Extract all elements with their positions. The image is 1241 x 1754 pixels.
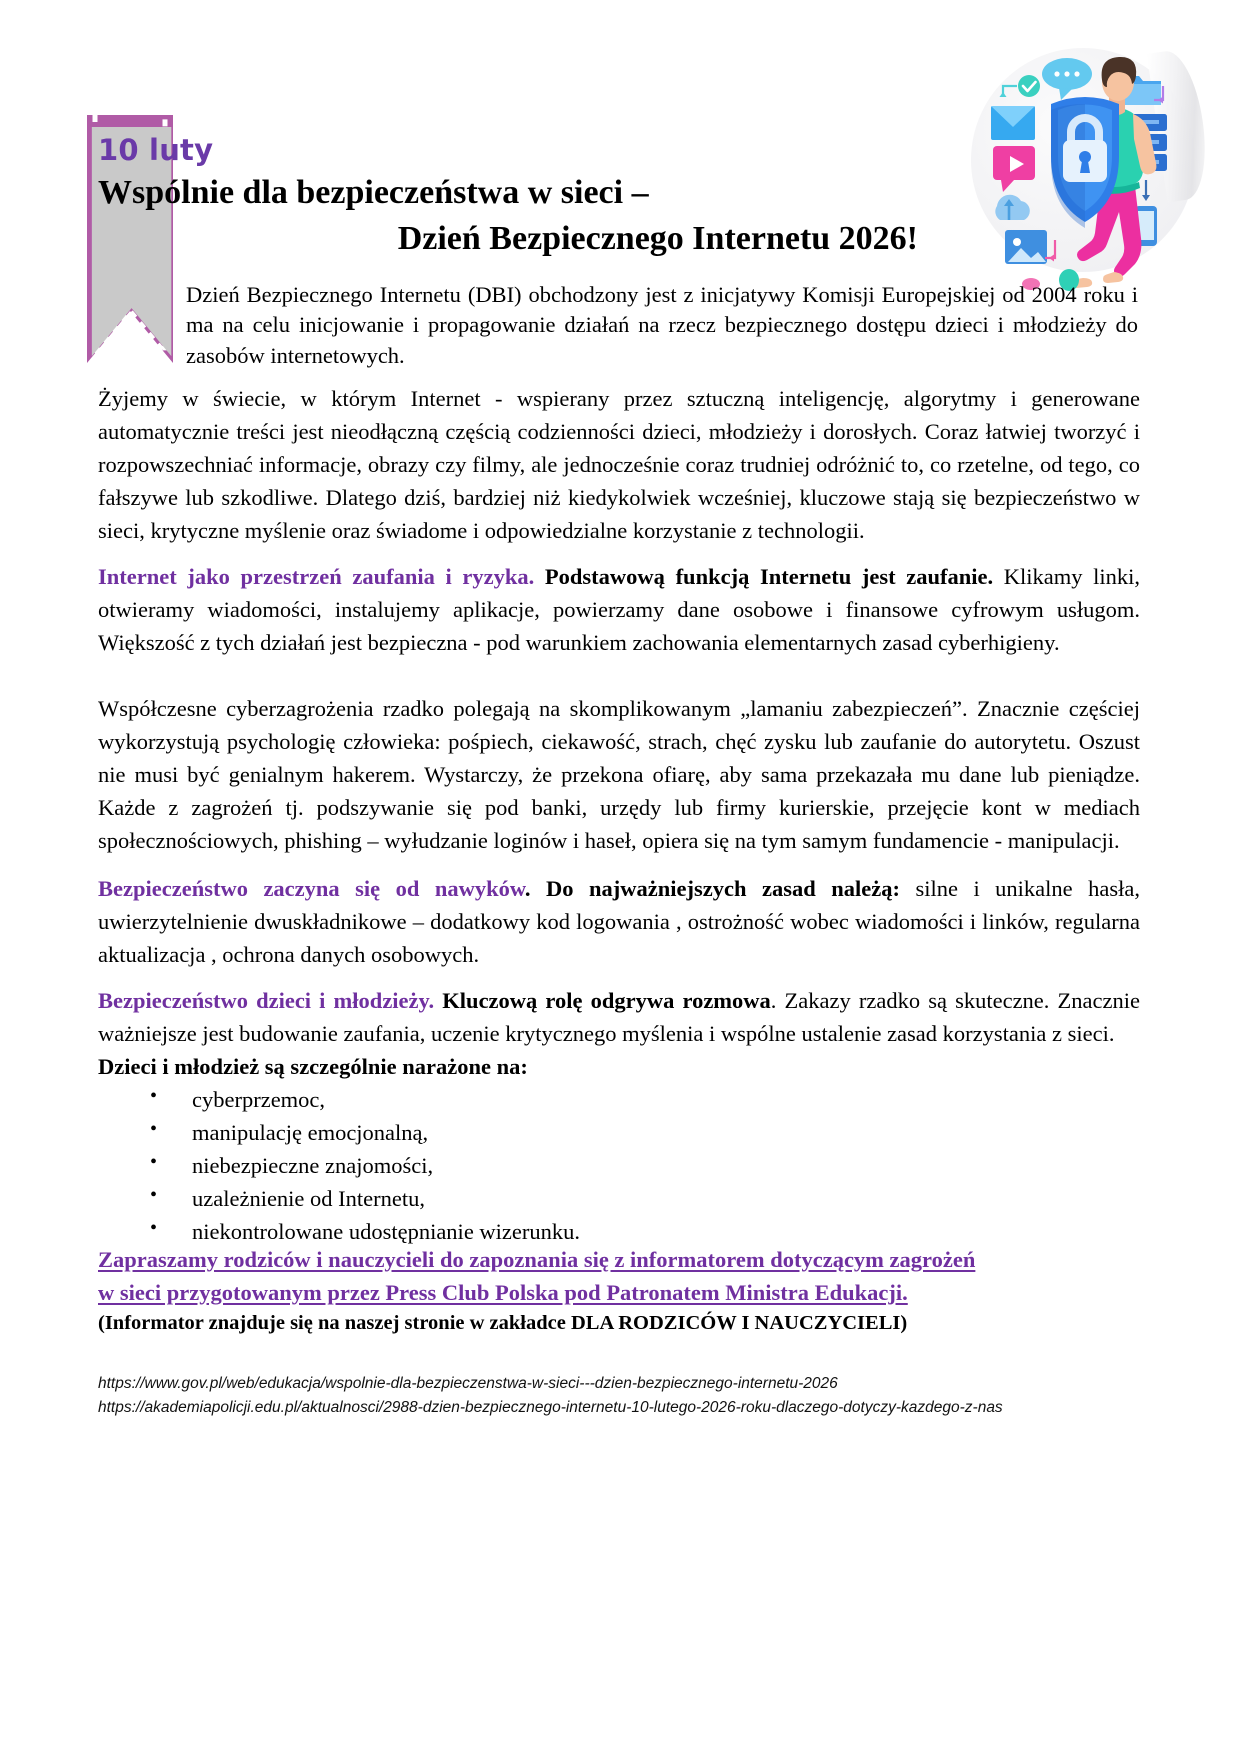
section-habits	[98, 872, 1140, 971]
cloud-upload-icon	[995, 195, 1029, 220]
page-title-line-1: Wspólnie dla bezpieczeństwa w sieci –	[98, 174, 649, 211]
cta-line-2[interactable]: w sieci przygotowanym przez Press Club Polska pod Patronatem Ministra Edukacji.	[98, 1280, 908, 1305]
source-url-2[interactable]: https://akademiapolicji.edu.pl/aktualnosci/2988-dzien-bezpiecznego-internetu-10-lutego-2026-roku-dlaczego-dotyczy-kazdego-z-nas	[98, 1399, 1003, 1416]
list-item: • manipulację emocjonalną,	[150, 1116, 1140, 1149]
paragraph-ai-world: Żyjemy w świecie, w którym Internet - wspierany przez sztuczną inteligencję, algorytmy i generowane automatycznie treści jest nieodłączną częścią codzienności dzieci, młodzieży i dorosłych. Coraz łatwiej tworzyć i rozpowszechniać informacje, obrazy czy filmy, ale jednocześnie coraz trudniej odróżnić to, co rzetelne, od tego, co fałszywe lub szkodliwe. Dlatego dziś, bardziej niż kiedykolwiek wcześniej, kluczowe stają się bezpieczeństwo w sieci, krytyczne myślenie oraz świadome i odpowiedzialne korzystanie z technologii.	[98, 386, 1140, 544]
list-item: • niekontrolowane udostępnianie wizerunku.	[150, 1215, 1140, 1248]
list-item: • cyberprzemoc,	[150, 1083, 1140, 1116]
paragraph-threats: Współczesne cyberzagrożenia rzadko polegają na skomplikowanym „lamaniu zabezpieczeń”. Znacznie częściej wykorzystują psychologię człowieka: pośpiech, ciekawość, strach, chęć zysku lub zaufanie do autorytetu. Oszust nie musi być genialnym hakerem. Wystarczy, że przekona ofiarę, aby sama przekazała mu dane lub pieniądze. Każde z zagrożeń tj. podszywanie się pod banki, urzędy lub firmy kurierskie, przejęcie kont w mediach społecznościowych, phishing – wyłudzanie loginów i haseł, opiera się na tym samym fundamencie - manipulacji.	[98, 696, 1140, 854]
section-trust	[98, 560, 1140, 659]
section-habits-heading: Bezpieczeństwo zaczyna się od nawyków	[98, 876, 525, 901]
section-habits-text: silne i unikalne hasła, uwierzytelnienie dwuskładnikowe – dodatkowy kod logowania , ostrożność wobec wiadomości i linków, regularna aktualizacja , ochrona danych osobowych.	[98, 876, 1140, 968]
intro-paragraph: Dzień Bezpiecznego Internetu (DBI) obchodzony jest z inicjatywy Komisji Europejskiej od 2004 roku i ma na celu inicjowanie i propagowanie działań na rzecz bezpiecznego dostępu dzieci i młodzieży do zasobów internetowych.	[186, 282, 1138, 368]
video-play-icon	[993, 146, 1035, 192]
section-habits-lead: . Do najważniejszych zasad należą:	[524, 876, 900, 901]
cta-note: (Informator znajduje się na naszej stronie w zakładce DLA RODZICÓW I NAUCZYCIELI)	[98, 1312, 908, 1334]
section-children-lead: Kluczową rolę odgrywa rozmowa	[434, 988, 771, 1013]
source-url-1[interactable]: https://www.gov.pl/web/edukacja/wspolnie-dla-bezpieczenstwa-w-sieci---dzien-bezpiecznego-internetu-2026	[98, 1375, 838, 1392]
section-children-heading: Bezpieczeństwo dzieci i młodzieży.	[98, 988, 435, 1013]
list-item: • uzależnienie od Internetu,	[150, 1182, 1140, 1215]
mail-envelope-icon	[991, 106, 1035, 140]
page-title	[88, 170, 918, 262]
date-badge: 10 luty	[98, 133, 214, 167]
section-trust-lead: Podstawową funkcją Internetu jest zaufanie.	[544, 564, 994, 589]
cta-line-1[interactable]: Zapraszamy rodziców i nauczycieli do zapoznania się z informatorem dotyczącym zagrożeń	[98, 1247, 976, 1272]
header-illustration	[963, 34, 1203, 294]
risk-list	[98, 1083, 1140, 1248]
list-item: • niebezpieczne znajomości,	[150, 1149, 1140, 1182]
section-children-text: . Zakazy rzadko są skuteczne. Znacznie ważniejsze jest budowanie zaufania, uczenie krytycznego myślenia i wspólne ustalenie zasad korzystania z sieci.	[98, 988, 1140, 1047]
section-trust-text: Klikamy linki, otwieramy wiadomości, instalujemy aplikacje, powierzamy dane osobowe i finansowe cyfrowym usługom. Większość z tych działań jest bezpieczna - pod warunkiem zachowania elementarnych zasad cyberhigieny.	[98, 564, 1141, 656]
check-circle-icon	[1018, 75, 1040, 97]
image-photo-icon	[1005, 230, 1047, 264]
page-title-line-2: Dzień Bezpiecznego Internetu 2026!	[397, 219, 918, 257]
chat-bubble-icon	[1042, 58, 1092, 100]
section-trust-heading: Internet jako przestrzeń zaufania i ryzyka.	[98, 564, 535, 589]
section-children	[98, 984, 1140, 1249]
cyber-security-illustration	[963, 34, 1203, 294]
children-list-title: Dzieci i młodzież są szczególnie narażone na:	[98, 1054, 528, 1080]
